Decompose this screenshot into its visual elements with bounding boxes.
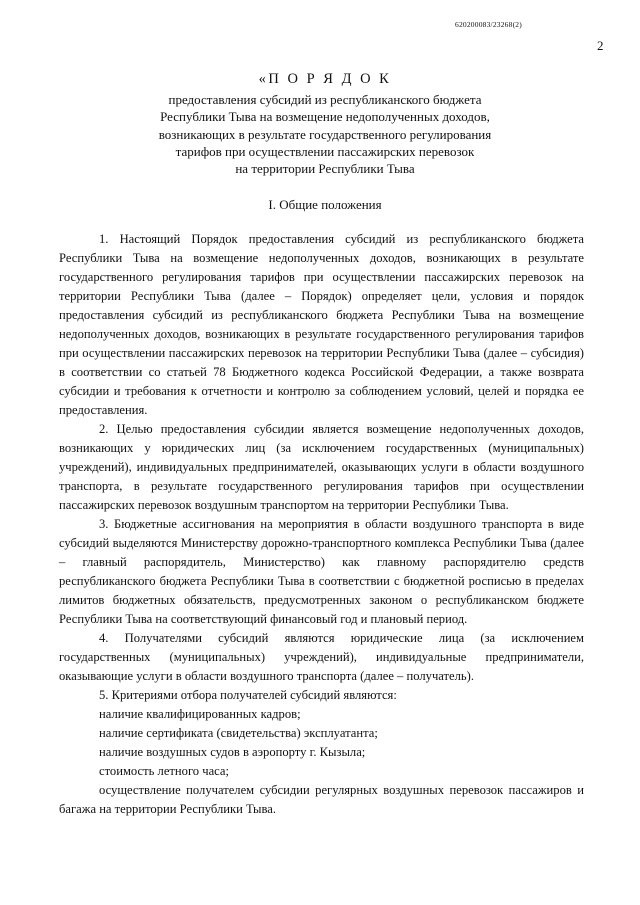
criteria-item: осуществление получателем субсидии регулярных воздушных перевозок пассажиров и багажа на территории Республики Тыва.: [59, 783, 584, 816]
paragraph-5: 5. Критериями отбора получателей субсидий являются:: [99, 688, 397, 702]
criteria-item: наличие сертификата (свидетельства) эксплуатанта;: [99, 726, 378, 740]
paragraph-1: 1. Настоящий Порядок предоставления субсидий из республиканского бюджета Республики Тыва на возмещение недополученных доходов, возникающих в результате государственного регулирования тарифов при осуществлении пассажирских перевозок на территории Республики Тыва (далее – Порядок) определяет цели, условия и порядок предоставления субсидий из республиканского бюджета Республики Тыва на возмещение недополученных доходов, возникающих в результате государственного регулирования тарифов при осуществлении пассажирских перевозок на территории Республики Тыва (далее – субсидия) в соответствии со статьей 78 Бюджетного кодекса Российской Федерации, а также возврата субсидии и требования к отчетности и контролю за соблюдением условий, целей и порядка ее предоставления.: [59, 232, 584, 417]
criteria-item: наличие воздушных судов в аэропорту г. Кызыла;: [99, 745, 366, 759]
criteria-item: наличие квалифицированных кадров;: [99, 707, 301, 721]
subtitle-line: возникающих в результате государственного регулирования: [158, 126, 492, 142]
criteria-item: стоимость летного часа;: [99, 764, 229, 778]
paragraph-2: 2. Целью предоставления субсидии является возмещение недополученных доходов, возникающих у юридических лиц (за исключением государственных (муниципальных) учреждений), индивидуальных предпринимателей, оказывающих услуги в области воздушного транспорта, в результате государственного регулирования тарифов при осуществлении пассажирских перевозок воздушным транспортом на территории Республики Тыва.: [59, 422, 584, 512]
document-body: [59, 230, 584, 819]
paragraph-4: 4. Получателями субсидий являются юридические лица (за исключением государственных (муниципальных) учреждений), индивидуальные предприниматели, оказывающие услуги в области воздушного транспорта (далее – получатель).: [59, 631, 584, 683]
document-title: «П О Р Я Д О К: [258, 71, 392, 87]
subtitle-line: Республики Тыва на возмещение недополученных доходов,: [160, 109, 490, 125]
title-block: [60, 71, 590, 177]
section-heading: I. Общие положения: [268, 197, 382, 212]
subtitle-line: тарифов при осуществлении пассажирских перевозок: [175, 143, 475, 159]
subtitle-line: на территории Республики Тыва: [235, 161, 415, 177]
subtitle-line: предоставления субсидий из республиканского бюджета: [168, 92, 482, 108]
page-number: 2: [597, 38, 604, 53]
document-code: 620200083/23268(2): [455, 20, 522, 29]
paragraph-3: 3. Бюджетные ассигнования на мероприятия в области воздушного транспорта в виде субсидий выделяются Министерству дорожно-транспортного комплекса Республики Тыва (далее – главный распорядитель, Министерство) как главному распорядителю средств республиканского бюджета Республики Тыва в соответствии с бюджетной росписью в пределах лимитов бюджетных обязательств, предусмотренных законом о республиканском бюджете Республики Тыва на соответствующий финансовый год и плановый период.: [59, 517, 584, 626]
